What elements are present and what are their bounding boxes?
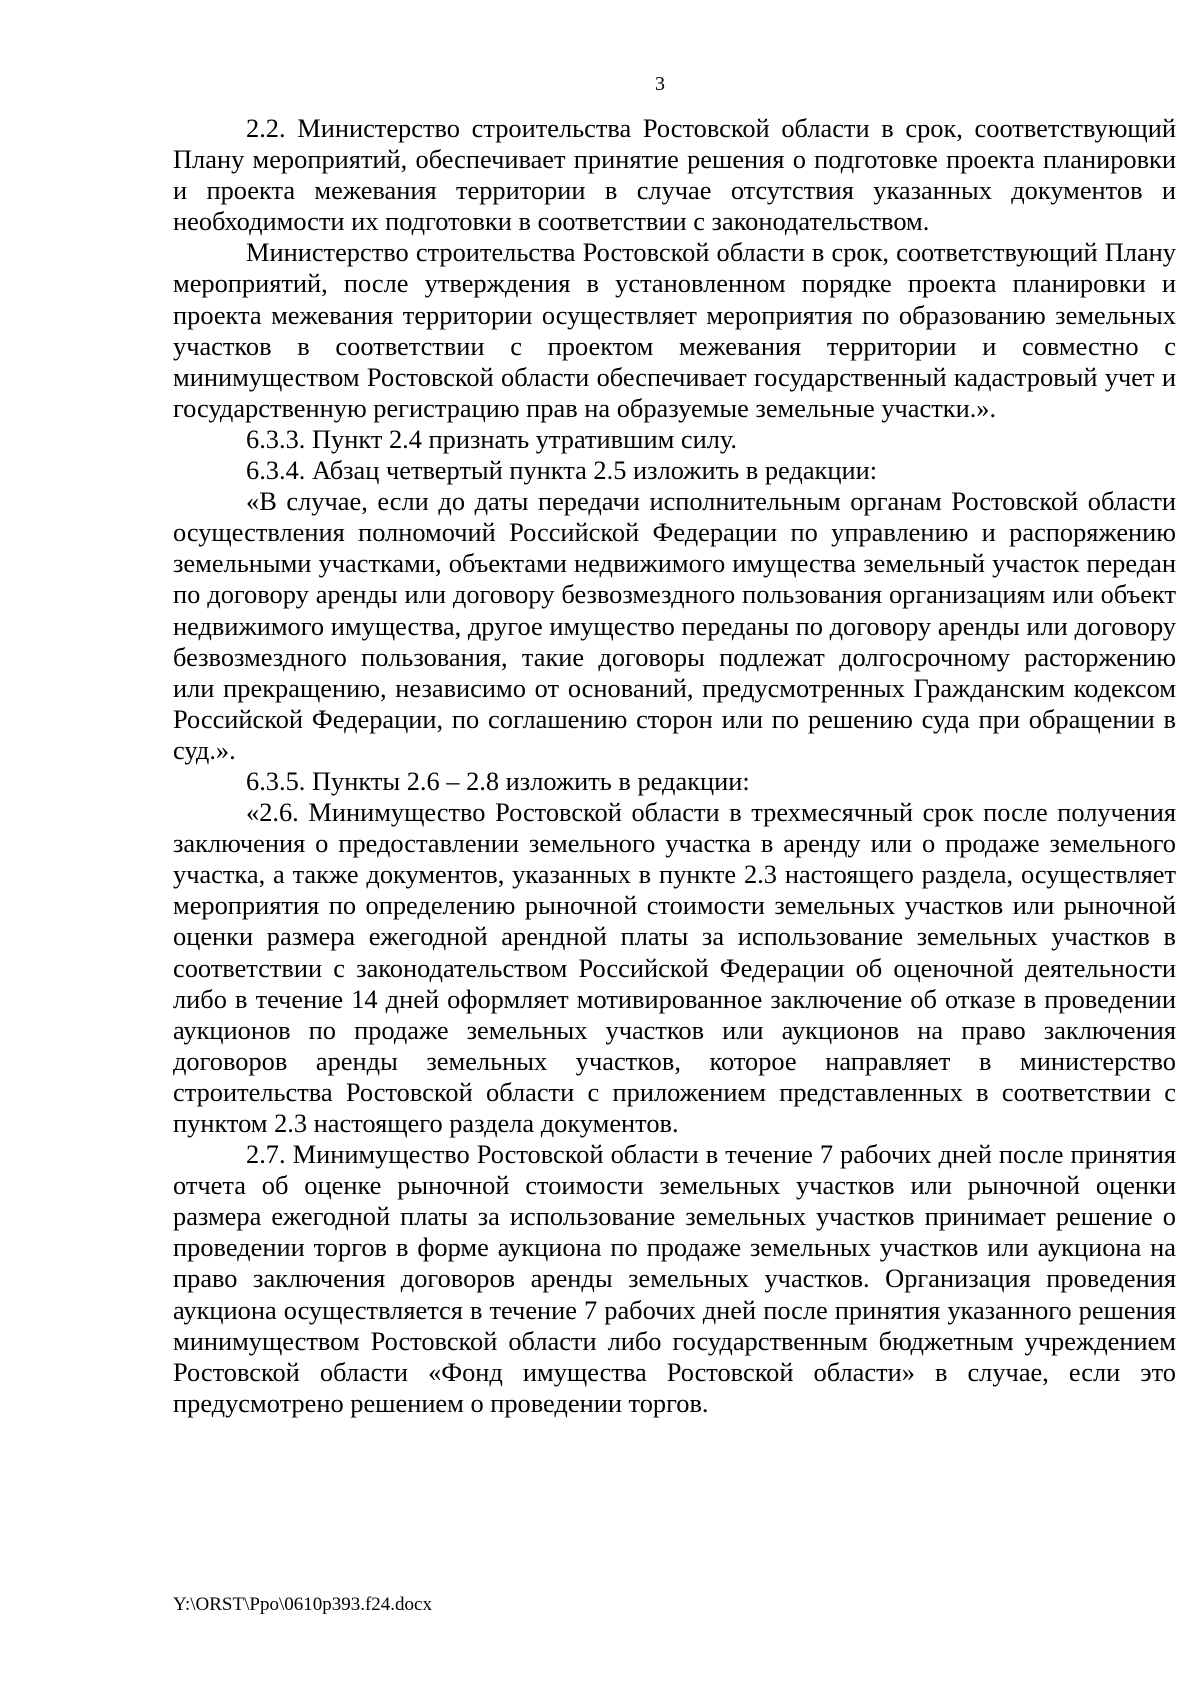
- paragraph: 6.3.5. Пункты 2.6 – 2.8 изложить в редакции:: [246, 765, 750, 796]
- paragraph: 6.3.4. Абзац четвертый пункта 2.5 изложить в редакции:: [246, 455, 878, 486]
- paragraph: Министерство строительства Ростовской области в срок, соответствующий Плану мероприятий, после утверждения в установленном порядке проекта планировки и проекта межевания территории осуществляет мероприятия по образованию земельных участков в соответствии с проектом межевания территории и совместно с минимуществом Ростовской области обеспечивает государственный кадастровый учет и государственную регистрацию прав на образуемые земельные участки.».: [173, 237, 1176, 423]
- paragraph: «2.6. Минимущество Ростовской области в трехмесячный срок после получения заключения о предоставлении земельного участка в аренду или о продаже земельного участка, а также документов, указанных в пункте 2.3 настоящего раздела, осуществляет мероприятия по определению рыночной стоимости земельных участков или рыночной оценки размера ежегодной арендной платы за использование земельных участков в соответствии с законодательством Российской Федерации об оценочной деятельности либо в течение 14 дней оформляет мотивированное заключение об отказе в проведении аукционов по продаже земельных участков или аукционов на право заключения договоров аренды земельных участков, которое направляет в министерство строительства Ростовской области с приложением представленных в соответствии с пунктом 2.3 настоящего раздела документов.: [173, 797, 1176, 1138]
- paragraph: 6.3.3. Пункт 2.4 признать утратившим силу.: [246, 423, 738, 454]
- paragraph: «В случае, если до даты передачи исполнительным органам Ростовской области осуществления полномочий Российской Федерации по управлению и распоряжению земельными участками, объектами недвижимого имущества земельный участок передан по договору аренды или договору безвозмездного пользования организациям или объект недвижимого имущества, другое имущество переданы по договору аренды или договору безвозмездного пользования, такие договоры подлежат долгосрочному расторжению или прекращению, независимо от оснований, предусмотренных Гражданским кодексом Российской Федерации, по соглашению сторон или по решению суда при обращении в суд.».: [173, 486, 1176, 765]
- paragraph: 2.7. Минимущество Ростовской области в течение 7 рабочих дней после принятия отчета об оценке рыночной стоимости земельных участков или рыночной оценки размера ежегодной платы за использование земельных участков принимает решение о проведении торгов в форме аукциона по продаже земельных участков или аукциона на право заключения договоров аренды земельных участков. Организация проведения аукциона осуществляется в течение 7 рабочих дней после принятия указанного решения минимуществом Ростовской области либо государственным бюджетным учреждением Ростовской области «Фонд имущества Ростовской области» в случае, если это предусмотрено решением о проведении торгов.: [173, 1139, 1176, 1418]
- footer-file-path: Y:\ORST\Ppo\0610p393.f24.docx: [173, 1594, 432, 1615]
- page-number: 3: [655, 73, 665, 95]
- document-body: [173, 113, 1176, 1419]
- paragraph: 2.2. Министерство строительства Ростовской области в срок, соответствующий Плану мероприятий, обеспечивает принятие решения о подготовке проекта планировки и проекта межевания территории в случае отсутствия указанных документов и необходимости их подготовки в соответствии с законодательством.: [173, 113, 1176, 237]
